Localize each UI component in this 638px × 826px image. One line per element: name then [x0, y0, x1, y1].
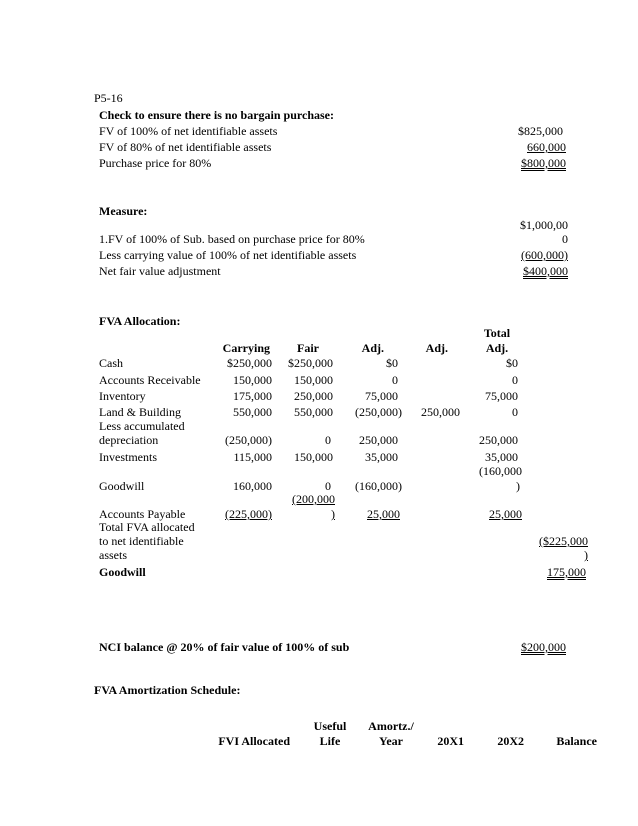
nci-label: NCI balance @ 20% of fair value of 100% of sub [99, 640, 350, 654]
total-allocated-value: ) [584, 548, 588, 562]
col-header-useful: Life [319, 734, 341, 748]
nci-value: $200,000 [521, 640, 566, 654]
cell-adj: 25,000 [367, 507, 400, 521]
col-header-carrying: Carrying [222, 341, 270, 355]
cell-carrying: (250,000) [225, 433, 272, 447]
cell-carrying: (225,000) [225, 507, 272, 521]
cell-adj: 250,000 [359, 433, 398, 447]
cell-fair: ) [331, 507, 335, 521]
measure-value: (600,000) [521, 248, 568, 262]
cell-fair: 550,000 [294, 405, 333, 419]
cell-carrying: 115,000 [233, 450, 272, 464]
table-row-label: Less accumulated [99, 419, 185, 433]
bargain-row-label: FV of 100% of net identifiable assets [99, 124, 278, 138]
bargain-check-heading: Check to ensure there is no bargain purchase: [99, 108, 335, 122]
bargain-row-value: 660,000 [527, 140, 566, 154]
bargain-row-label: Purchase price for 80% [99, 156, 212, 170]
amortization-heading: FVA Amortization Schedule: [94, 683, 241, 697]
table-row-label: Land & Building [99, 405, 181, 419]
cell-fair: 0 [325, 433, 331, 447]
cell-total: (160,000 [479, 464, 522, 478]
cell-total: 0 [512, 373, 518, 387]
col-header-amortz: Amortz./ [368, 719, 414, 733]
bargain-row-label: FV of 80% of net identifiable assets [99, 140, 272, 154]
cell-adj: (250,000) [355, 405, 402, 419]
measure-value: $1,000,00 [520, 218, 568, 232]
table-row-label: Cash [99, 356, 123, 370]
bargain-row-value: $825,000 [518, 124, 563, 138]
cell-total: 35,000 [485, 450, 518, 464]
goodwill-label: Goodwill [99, 565, 146, 579]
cell-adj2: 250,000 [421, 405, 460, 419]
measure-heading: Measure: [99, 204, 148, 218]
measure-value: $400,000 [523, 264, 568, 278]
cell-carrying: 175,000 [233, 389, 272, 403]
cell-fair: 150,000 [294, 450, 333, 464]
cell-fair: $250,000 [288, 356, 333, 370]
cell-total: 250,000 [479, 433, 518, 447]
table-row-label: Inventory [99, 389, 146, 403]
cell-total: 75,000 [485, 389, 518, 403]
col-header-amortz: Year [379, 734, 403, 748]
cell-fair: 150,000 [294, 373, 333, 387]
goodwill-value: 175,000 [547, 565, 586, 579]
cell-total: ) [516, 479, 520, 493]
total-allocated-label: to net identifiable [99, 534, 184, 548]
col-header-20x2: 20X2 [497, 734, 524, 748]
cell-carrying: 550,000 [233, 405, 272, 419]
problem-id: P5-16 [94, 91, 123, 105]
measure-value: 0 [562, 232, 568, 246]
fva-allocation-heading: FVA Allocation: [99, 314, 181, 328]
col-header-balance: Balance [556, 734, 597, 748]
col-header-fair: Fair [297, 341, 319, 355]
cell-total: 0 [512, 405, 518, 419]
col-header-total: Total [483, 326, 511, 340]
measure-row-label: 1.FV of 100% of Sub. based on purchase price for 80% [99, 232, 365, 246]
total-allocated-label: assets [99, 548, 127, 562]
cell-total: $0 [506, 356, 518, 370]
measure-row-label: Less carrying value of 100% of net identifiable assets [99, 248, 357, 262]
cell-fair: (200,000 [292, 492, 335, 506]
table-row-label: Goodwill [99, 479, 145, 493]
cell-carrying: 160,000 [233, 479, 272, 493]
cell-adj: $0 [386, 356, 398, 370]
table-row-label: depreciation [99, 433, 159, 447]
table-row-label: Accounts Payable [99, 507, 186, 521]
cell-fair: 250,000 [294, 389, 333, 403]
measure-row-label: Net fair value adjustment [99, 264, 221, 278]
table-row-label: Investments [99, 450, 157, 464]
cell-carrying: $250,000 [227, 356, 272, 370]
col-header-useful: Useful [313, 719, 347, 733]
cell-fair: 0 [325, 479, 331, 493]
cell-adj: (160,000) [355, 479, 402, 493]
bargain-row-value: $800,000 [521, 156, 566, 170]
col-header-fvi-allocated: FVI Allocated [218, 734, 290, 748]
col-header-total: Adj. [485, 341, 509, 355]
col-header-adj: Adj. [361, 341, 384, 355]
cell-adj: 0 [392, 373, 398, 387]
cell-adj: 75,000 [365, 389, 398, 403]
total-allocated-value: ($225,000 [539, 534, 588, 548]
col-header-20x1: 20X1 [437, 734, 464, 748]
cell-carrying: 150,000 [233, 373, 272, 387]
col-header-adj2: Adj. [425, 341, 448, 355]
total-allocated-label: Total FVA allocated [99, 520, 195, 534]
table-row-label: Accounts Receivable [99, 373, 201, 387]
cell-adj: 35,000 [365, 450, 398, 464]
cell-total: 25,000 [489, 507, 522, 521]
